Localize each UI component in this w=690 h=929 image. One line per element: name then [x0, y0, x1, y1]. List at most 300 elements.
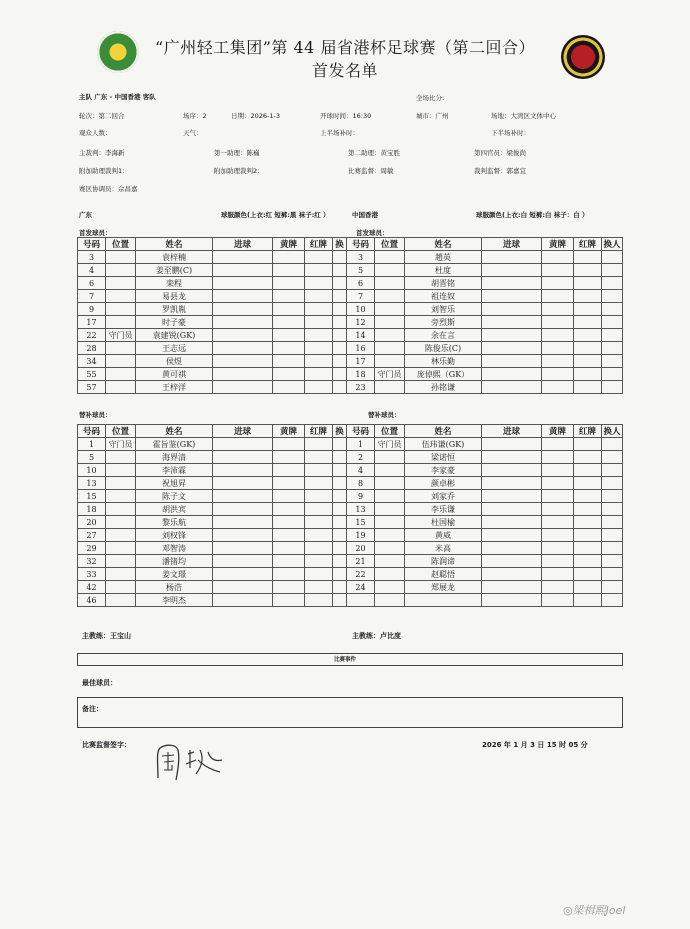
player-name: 祝旭昇 [136, 477, 213, 490]
player-name: 王志远 [136, 342, 213, 355]
player-name: 霍旨鉴(GK) [136, 438, 213, 451]
page-title: “广州轻工集团”第 44 届省港杯足球赛（第二回合） [155, 38, 535, 57]
column-header: 换 [333, 425, 347, 438]
teams-line: 主队 广东 - 中国香港 客队 [79, 93, 156, 101]
yellow-card-cell [542, 438, 574, 451]
home-coach: 主教练：王宝山 [82, 632, 131, 640]
goals-cell [213, 381, 273, 394]
player-number: 10 [78, 464, 106, 477]
match-events-label: 比赛事件 [334, 657, 357, 663]
table-row [78, 555, 623, 568]
player-name: 梁诺恒 [405, 451, 482, 464]
substitution-cell [333, 581, 347, 594]
yellow-card-cell [542, 529, 574, 542]
substitution-cell [333, 464, 347, 477]
column-header: 进球 [482, 425, 542, 438]
goals-cell [213, 542, 273, 555]
red-card-cell [305, 581, 333, 594]
player-position: 守门员 [106, 329, 136, 342]
player-position [375, 542, 405, 555]
substitution-cell [602, 490, 623, 503]
player-name: 黄威 [405, 529, 482, 542]
yellow-card-cell [273, 451, 305, 464]
player-name: 黎乐航 [136, 516, 213, 529]
substitution-cell [602, 477, 623, 490]
player-position [106, 568, 136, 581]
substitution-cell [333, 477, 347, 490]
player-number: 16 [347, 342, 375, 355]
red-card-cell [305, 490, 333, 503]
player-name: 胡洪宾 [136, 503, 213, 516]
best-player-label: 最佳球员： [82, 679, 117, 687]
red-card-cell [305, 251, 333, 264]
player-position [106, 290, 136, 303]
player-position [375, 477, 405, 490]
player-name: 袁建锐(GK) [136, 329, 213, 342]
handwritten-signature [152, 740, 230, 784]
red-card-cell [305, 542, 333, 555]
player-number: 34 [78, 355, 106, 368]
player-name: 伍玮谦(GK) [405, 438, 482, 451]
yellow-card-cell [542, 503, 574, 516]
column-header: 换 [333, 238, 347, 251]
attendance-field: 观众人数： [79, 129, 112, 137]
player-number: 3 [78, 251, 106, 264]
player-number: 6 [347, 277, 375, 290]
red-card-cell [305, 568, 333, 581]
notes-box [77, 697, 623, 728]
yellow-card-cell [542, 568, 574, 581]
player-position [375, 451, 405, 464]
red-card-cell [305, 329, 333, 342]
goals-cell [482, 542, 542, 555]
yellow-card-cell [273, 568, 305, 581]
goals-cell [213, 251, 273, 264]
table-row [78, 277, 623, 290]
player-position [106, 529, 136, 542]
goals-cell [213, 355, 273, 368]
yellow-card-cell [542, 290, 574, 303]
table-row [78, 251, 623, 264]
player-name: 罗凯胤 [136, 303, 213, 316]
goals-cell [482, 329, 542, 342]
player-name: 旁烈斯 [405, 316, 482, 329]
player-position [106, 503, 136, 516]
column-header: 姓名 [136, 425, 213, 438]
venue-field: 场地：大湾区文体中心 [491, 112, 556, 120]
column-header: 换人 [602, 238, 623, 251]
home-subs-label: 替补球员： [79, 411, 112, 419]
table-row [78, 451, 623, 464]
red-card-cell [574, 477, 602, 490]
aar1-field: 附加助理裁判1： [79, 167, 129, 175]
goals-cell [482, 529, 542, 542]
player-name: 李乐谦 [405, 503, 482, 516]
red-card-cell [305, 342, 333, 355]
player-number: 17 [78, 316, 106, 329]
player-position [375, 342, 405, 355]
round-field: 轮次：第二回合 [79, 112, 125, 120]
player-position [106, 516, 136, 529]
player-position [106, 277, 136, 290]
column-header: 号码 [347, 238, 375, 251]
player-position [106, 451, 136, 464]
yellow-card-cell [542, 477, 574, 490]
player-name: 杜度 [405, 264, 482, 277]
yellow-card-cell [542, 464, 574, 477]
table-row [78, 316, 623, 329]
player-position [375, 316, 405, 329]
player-number: 12 [347, 316, 375, 329]
yellow-card-cell [542, 368, 574, 381]
yellow-card-cell [273, 555, 305, 568]
table-row [78, 529, 623, 542]
match-no-field: 场序：2 [183, 112, 207, 120]
player-number: 29 [78, 542, 106, 555]
weibo-watermark: ◎梁楫熙Joel [563, 904, 626, 917]
player-name: 刘智乐 [405, 303, 482, 316]
column-header: 红牌 [305, 238, 333, 251]
goals-cell [482, 477, 542, 490]
red-card-cell [305, 594, 333, 607]
red-card-cell [574, 594, 602, 607]
substitution-cell [602, 290, 623, 303]
yellow-card-cell [273, 529, 305, 542]
substitution-cell [602, 451, 623, 464]
player-number: 32 [78, 555, 106, 568]
player-number: 9 [78, 303, 106, 316]
goals-cell [213, 477, 273, 490]
player-position [375, 568, 405, 581]
red-card-cell [574, 264, 602, 277]
player-position [106, 316, 136, 329]
player-position [106, 381, 136, 394]
player-position: 守门员 [375, 368, 405, 381]
substitution-cell [333, 529, 347, 542]
red-card-cell [574, 529, 602, 542]
player-number: 6 [78, 277, 106, 290]
player-name [405, 594, 482, 607]
goals-cell [482, 277, 542, 290]
player-position [375, 264, 405, 277]
red-card-cell [305, 451, 333, 464]
player-position [375, 303, 405, 316]
home-starting-label: 首发球员： [79, 229, 112, 237]
player-number: 22 [78, 329, 106, 342]
goals-cell [482, 303, 542, 316]
player-position [375, 251, 405, 264]
goals-cell [213, 490, 273, 503]
goals-cell [213, 464, 273, 477]
player-name: 杨浩 [136, 581, 213, 594]
substitution-cell [333, 251, 347, 264]
red-card-cell [305, 355, 333, 368]
away-team-name: 中国香港 [352, 211, 378, 219]
player-name: 侯煜 [136, 355, 213, 368]
red-card-cell [574, 303, 602, 316]
table-row [78, 464, 623, 477]
substitution-cell [333, 542, 347, 555]
yellow-card-cell [542, 542, 574, 555]
substitution-cell [333, 316, 347, 329]
player-number: 8 [347, 477, 375, 490]
player-position [106, 303, 136, 316]
player-number [347, 594, 375, 607]
player-number: 20 [78, 516, 106, 529]
goals-cell [213, 451, 273, 464]
red-card-cell [574, 451, 602, 464]
goals-cell [482, 290, 542, 303]
substitution-cell [602, 594, 623, 607]
red-card-cell [574, 342, 602, 355]
player-number: 42 [78, 581, 106, 594]
yellow-card-cell [273, 290, 305, 303]
match-events-box [77, 653, 623, 666]
table-row [78, 594, 623, 607]
yellow-card-cell [542, 594, 574, 607]
column-header: 姓名 [405, 238, 482, 251]
red-card-cell [574, 555, 602, 568]
red-card-cell [574, 568, 602, 581]
ar2-field: 第二助理：黄宝胜 [348, 149, 400, 157]
away-starting-label: 首发球员： [356, 229, 389, 237]
player-position [375, 529, 405, 542]
goals-cell [213, 503, 273, 516]
table-row [78, 568, 623, 581]
goals-cell [213, 581, 273, 594]
goals-cell [482, 568, 542, 581]
substitution-cell [602, 277, 623, 290]
yellow-card-cell [542, 303, 574, 316]
player-position [106, 581, 136, 594]
yellow-card-cell [273, 490, 305, 503]
date-field: 日期：2026-1-3 [231, 112, 281, 120]
substitution-cell [602, 342, 623, 355]
column-header: 号码 [78, 425, 106, 438]
goals-cell [213, 329, 273, 342]
away-subs-label: 替补球员： [368, 411, 401, 419]
goals-cell [213, 290, 273, 303]
red-card-cell [574, 277, 602, 290]
player-number: 5 [78, 451, 106, 464]
substitution-cell [602, 438, 623, 451]
player-number: 28 [78, 342, 106, 355]
home-team-name: 广东 [79, 211, 92, 219]
player-position [375, 290, 405, 303]
goals-cell [482, 316, 542, 329]
player-number: 23 [347, 381, 375, 394]
player-number: 13 [347, 503, 375, 516]
yellow-card-cell [273, 264, 305, 277]
substitution-cell [333, 503, 347, 516]
player-name: 易县龙 [136, 290, 213, 303]
goals-cell [213, 277, 273, 290]
fourth-official-field: 第四官员：梁俊尚 [474, 149, 526, 157]
player-number: 1 [78, 438, 106, 451]
table-row [78, 490, 623, 503]
player-position [106, 594, 136, 607]
substitution-cell [602, 381, 623, 394]
table-row [78, 477, 623, 490]
red-card-cell [574, 464, 602, 477]
table-row [78, 329, 623, 342]
player-number: 5 [347, 264, 375, 277]
substitution-cell [333, 355, 347, 368]
aar2-field: 附加助理裁判2： [214, 167, 264, 175]
player-name: 李沛霖 [136, 464, 213, 477]
first-half-extra-field: 上半场补时： [320, 129, 359, 137]
substitution-cell [333, 555, 347, 568]
player-name: 余在言 [405, 329, 482, 342]
player-number: 15 [78, 490, 106, 503]
red-card-cell [305, 516, 333, 529]
player-name: 王梓洋 [136, 381, 213, 394]
page-subtitle: 首发名单 [311, 61, 378, 80]
substitution-cell [602, 503, 623, 516]
player-name: 杜国榆 [405, 516, 482, 529]
goals-cell [213, 368, 273, 381]
yellow-card-cell [273, 303, 305, 316]
yellow-card-cell [273, 516, 305, 529]
table-row [78, 542, 623, 555]
player-position [106, 477, 136, 490]
goals-cell [213, 555, 273, 568]
yellow-card-cell [273, 329, 305, 342]
player-name: 邓智涛 [136, 542, 213, 555]
yellow-card-cell [542, 355, 574, 368]
red-card-cell [574, 503, 602, 516]
player-number: 4 [347, 464, 375, 477]
yellow-card-cell [273, 277, 305, 290]
red-card-cell [305, 555, 333, 568]
player-name: 刘家乔 [405, 490, 482, 503]
column-header: 黄牌 [542, 425, 574, 438]
second-half-extra-field: 下半场补时： [491, 129, 530, 137]
coordinator-field: 赛区协调员：佘昌嘉 [79, 185, 138, 193]
player-name: 海界清 [136, 451, 213, 464]
goals-cell [213, 438, 273, 451]
table-row [78, 342, 623, 355]
substitution-cell [333, 381, 347, 394]
goals-cell [482, 464, 542, 477]
player-name: 李家豪 [405, 464, 482, 477]
player-name: 赵聪悟 [405, 568, 482, 581]
goals-cell [213, 568, 273, 581]
player-number: 1 [347, 438, 375, 451]
red-card-cell [305, 303, 333, 316]
goals-cell [482, 451, 542, 464]
player-name: 郑展龙 [405, 581, 482, 594]
yellow-card-cell [273, 316, 305, 329]
goals-cell [482, 555, 542, 568]
yellow-card-cell [273, 542, 305, 555]
player-position [375, 581, 405, 594]
goals-cell [482, 368, 542, 381]
red-card-cell [574, 290, 602, 303]
weather-field: 天气： [183, 129, 203, 137]
player-name: 黄可祺 [136, 368, 213, 381]
red-card-cell [574, 316, 602, 329]
player-number: 4 [78, 264, 106, 277]
player-position [375, 516, 405, 529]
player-name: 李明杰 [136, 594, 213, 607]
yellow-card-cell [273, 464, 305, 477]
substitution-cell [602, 555, 623, 568]
city-field: 城市：广州 [416, 112, 449, 120]
player-position [375, 277, 405, 290]
player-position: 守门员 [375, 438, 405, 451]
column-header: 红牌 [574, 425, 602, 438]
weibo-icon: ◎ [563, 904, 573, 917]
column-header: 红牌 [574, 238, 602, 251]
player-position [106, 368, 136, 381]
player-number: 18 [78, 503, 106, 516]
player-position [375, 490, 405, 503]
ar1-field: 第一助理：陈巍 [214, 149, 260, 157]
substitution-cell [602, 464, 623, 477]
substitution-cell [602, 568, 623, 581]
red-card-cell [305, 477, 333, 490]
table-row [78, 438, 623, 451]
goals-cell [482, 581, 542, 594]
yellow-card-cell [542, 381, 574, 394]
yellow-card-cell [542, 555, 574, 568]
player-number: 27 [78, 529, 106, 542]
column-header: 进球 [213, 425, 273, 438]
player-name: 刘权锋 [136, 529, 213, 542]
player-name: 潘锗均 [136, 555, 213, 568]
referee-field: 主裁判：李海新 [79, 149, 125, 157]
goals-cell [213, 342, 273, 355]
yellow-card-cell [542, 277, 574, 290]
column-header: 黄牌 [273, 425, 305, 438]
player-number: 15 [347, 516, 375, 529]
column-header: 位置 [106, 238, 136, 251]
substitution-cell [602, 516, 623, 529]
player-name: 米高 [405, 542, 482, 555]
away-kit-colors: 球服颜色(上衣:白 短裤:白 袜子：白 ） [476, 211, 589, 219]
goals-cell [213, 264, 273, 277]
notes-label: 备注： [82, 705, 103, 713]
yellow-card-cell [273, 581, 305, 594]
player-name: 孙铭谦 [405, 381, 482, 394]
red-card-cell [574, 438, 602, 451]
goals-cell [213, 316, 273, 329]
substitution-cell [602, 264, 623, 277]
table-row [78, 381, 623, 394]
red-card-cell [574, 368, 602, 381]
red-card-cell [574, 542, 602, 555]
goals-cell [482, 381, 542, 394]
red-card-cell [305, 316, 333, 329]
player-position [106, 251, 136, 264]
player-name: 时子豪 [136, 316, 213, 329]
substitution-cell [333, 303, 347, 316]
goals-cell [482, 490, 542, 503]
yellow-card-cell [273, 477, 305, 490]
substitution-cell [333, 451, 347, 464]
substitution-cell [602, 581, 623, 594]
yellow-card-cell [273, 251, 305, 264]
substitution-cell [333, 342, 347, 355]
red-card-cell [305, 503, 333, 516]
player-position [106, 555, 136, 568]
player-number: 17 [347, 355, 375, 368]
full-score-label: 全场比分: [416, 94, 445, 102]
substitution-cell [333, 277, 347, 290]
match-commissioner-field: 比赛监督：周敏 [348, 167, 394, 175]
player-name: 陈子文 [136, 490, 213, 503]
